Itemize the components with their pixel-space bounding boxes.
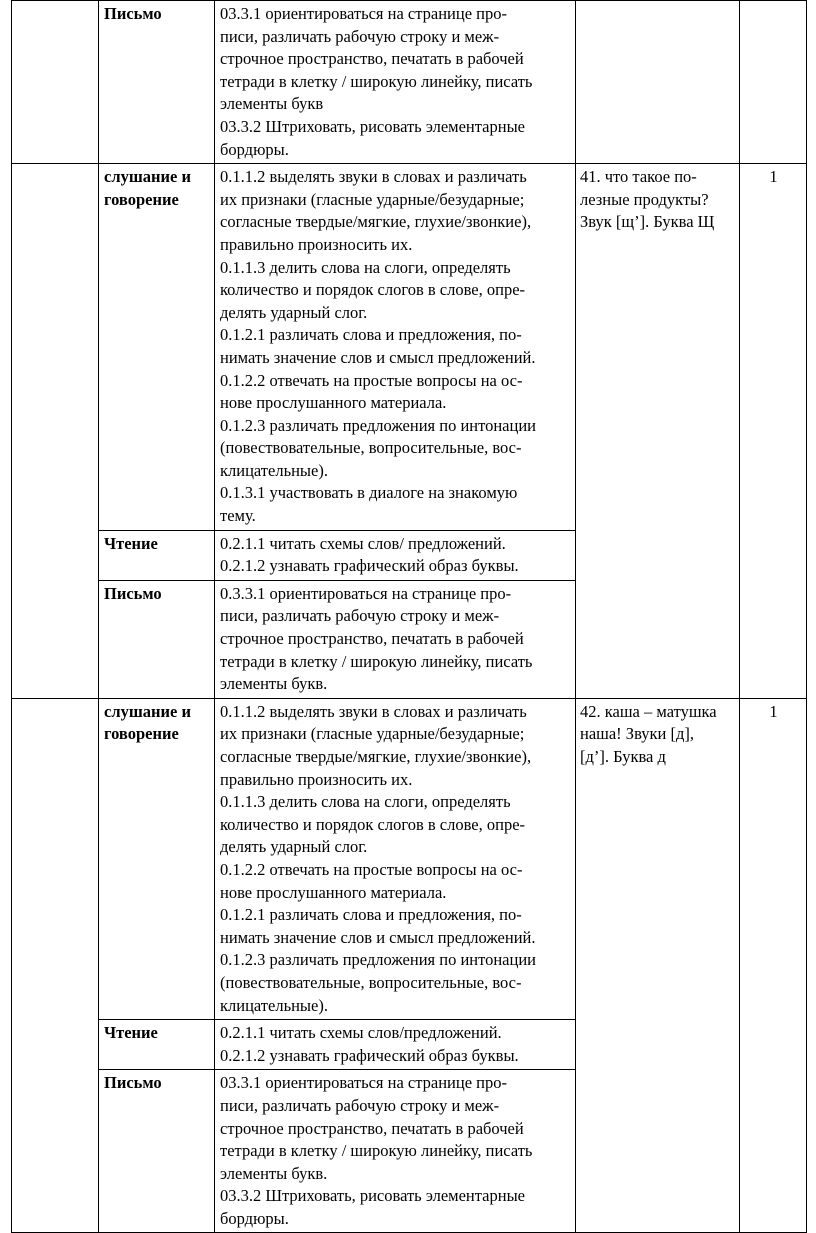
hours-cell — [740, 164, 807, 699]
objective-line: 0.1.2.1 различать слова и предложения, по- — [220, 325, 522, 345]
objective-line: 0.1.2.2 отвечать на простые вопросы на ос- — [220, 370, 523, 390]
objectives-cell — [215, 698, 576, 1019]
objective-line: тему. — [220, 506, 256, 526]
objective-line: 03.3.2 Штриховать, рисовать элементарные — [220, 1186, 525, 1206]
section-cell — [99, 1, 215, 164]
objective-line: строчное пространство, печатать в рабочей — [220, 629, 524, 649]
section-name: Письмо — [104, 1073, 162, 1093]
lesson-topic-line: Звук [щ’]. Буква Щ — [580, 212, 715, 232]
objective-line: 0.1.2.2 отвечать на простые вопросы на ос- — [220, 859, 523, 879]
objective-line: 0.1.2.1 различать слова и предложения, по- — [220, 905, 522, 925]
objectives-cell — [215, 580, 576, 698]
objective-line: (повествовательные, вопросительные, вос- — [220, 438, 522, 458]
objective-line: строчное пространство, печатать в рабочей — [220, 49, 524, 69]
objective-line: 0.1.1.2 выделять звуки в словах и различать — [220, 167, 527, 187]
objective-line: клицательные). — [220, 460, 328, 480]
objective-line: количество и порядок слогов в слове, опре- — [220, 814, 526, 834]
section-cell — [99, 698, 215, 1019]
objective-line: элементы букв — [220, 94, 324, 114]
empty-cell — [12, 164, 99, 699]
objective-line: писи, различать рабочую строку и меж- — [220, 1095, 500, 1115]
objective-line: делять ударный слог. — [220, 837, 368, 857]
topic-cell — [576, 1, 740, 164]
section-name: слушание и говорение — [104, 701, 191, 744]
objective-line: клицательные). — [220, 995, 328, 1015]
objective-line: 0.2.1.2 узнавать графический образ буквы. — [220, 1045, 519, 1065]
objective-line: писи, различать рабочую строку и меж- — [220, 606, 500, 626]
table-row — [12, 164, 807, 531]
objectives-cell — [215, 1, 576, 164]
objective-line: согласные твердые/мягкие, глухие/звонкие), — [220, 747, 532, 766]
objective-line: 0.1.2.3 различать предложения по интонации — [220, 415, 536, 435]
objective-line: 0.2.1.1 читать схемы слов/предложений. — [220, 1023, 502, 1043]
objective-line: элементы букв. — [220, 1163, 328, 1183]
lesson-topic-line: лезные продукты? — [580, 189, 709, 209]
objective-line: 0.3.3.1 ориентироваться на странице про- — [220, 583, 512, 603]
section-name: слушание и говорение — [104, 167, 191, 209]
objective-line: 0.1.1.3 делить слова на слоги, определять — [220, 792, 511, 812]
objective-line: 0.2.1.2 узнавать графический образ буквы. — [220, 556, 519, 576]
objective-line: нимать значение слов и смысл предложений. — [220, 927, 536, 947]
objectives-cell — [215, 164, 576, 531]
lesson-topic-line: 42. каша – матушка — [580, 701, 717, 721]
topic-cell — [576, 698, 740, 1233]
objective-line: 03.3.2 Штриховать, рисовать элементарные — [220, 116, 525, 136]
objective-line: писи, различать рабочую строку и меж- — [220, 26, 500, 46]
table-row — [12, 698, 807, 1019]
objective-line: 0.1.1.3 делить слова на слоги, определять — [220, 257, 511, 277]
lesson-topic-line: наша! Звуки [д], — [580, 724, 695, 744]
lesson-hours: 1 — [769, 167, 778, 187]
section-name: Письмо — [104, 4, 162, 23]
objective-line: правильно произносить их. — [220, 234, 413, 254]
objective-line: 0.1.3.1 участвовать в диалоге на знакомую — [220, 483, 518, 503]
empty-cell — [12, 698, 99, 1233]
objective-line: (повествовательные, вопросительные, вос- — [220, 972, 522, 992]
section-cell — [99, 530, 215, 580]
section-cell — [99, 1020, 215, 1070]
curriculum-table — [11, 0, 807, 1233]
lesson-topic-line: [д’]. Буква д — [580, 747, 666, 766]
lesson-topic-line: 41. что такое по- — [580, 167, 697, 187]
objective-line: количество и порядок слогов в слове, опре- — [220, 280, 526, 300]
objective-line: бордюры. — [220, 1208, 289, 1228]
objective-line: бордюры. — [220, 139, 289, 159]
objective-line: делять ударный слог. — [220, 302, 368, 322]
objective-line: их признаки (гласные ударные/безударные; — [220, 724, 525, 744]
section-name: Чтение — [104, 1023, 158, 1043]
objectives-cell — [215, 530, 576, 580]
objective-line: их признаки (гласные ударные/безударные; — [220, 189, 525, 209]
objective-line: нимать значение слов и смысл предложений. — [220, 347, 536, 367]
objective-line: нове прослушанного материала. — [220, 393, 447, 413]
objective-line: правильно произносить их. — [220, 769, 413, 789]
objective-line: 03.3.1 ориентироваться на странице про- — [220, 4, 507, 23]
topic-cell — [576, 164, 740, 699]
objectives-cell — [215, 1020, 576, 1070]
objective-line: элементы букв. — [220, 674, 328, 694]
objective-line: 03.3.1 ориентироваться на странице про- — [220, 1073, 507, 1093]
lesson-hours: 1 — [769, 701, 778, 721]
section-cell — [99, 580, 215, 698]
hours-cell — [740, 1, 807, 164]
objective-line: тетради в клетку / широкую линейку, писать — [220, 71, 533, 91]
section-cell — [99, 1070, 215, 1233]
objectives-cell — [215, 1070, 576, 1233]
objective-line: тетради в клетку / широкую линейку, писать — [220, 1141, 533, 1161]
section-cell — [99, 164, 215, 531]
hours-cell — [740, 698, 807, 1233]
section-name: Чтение — [104, 533, 158, 553]
table-row — [12, 1, 807, 164]
objective-line: согласные твердые/мягкие, глухие/звонкие), — [220, 212, 532, 232]
objective-line: 0.2.1.1 читать схемы слов/ предложений. — [220, 533, 506, 553]
objective-line: нове прослушанного материала. — [220, 882, 447, 902]
objective-line: строчное пространство, печатать в рабочей — [220, 1118, 524, 1138]
objective-line: 0.1.2.3 различать предложения по интонации — [220, 950, 536, 970]
objective-line: тетради в клетку / широкую линейку, писать — [220, 651, 533, 671]
section-name: Письмо — [104, 583, 162, 603]
objective-line: 0.1.1.2 выделять звуки в словах и различать — [220, 701, 527, 721]
empty-cell — [12, 1, 99, 164]
